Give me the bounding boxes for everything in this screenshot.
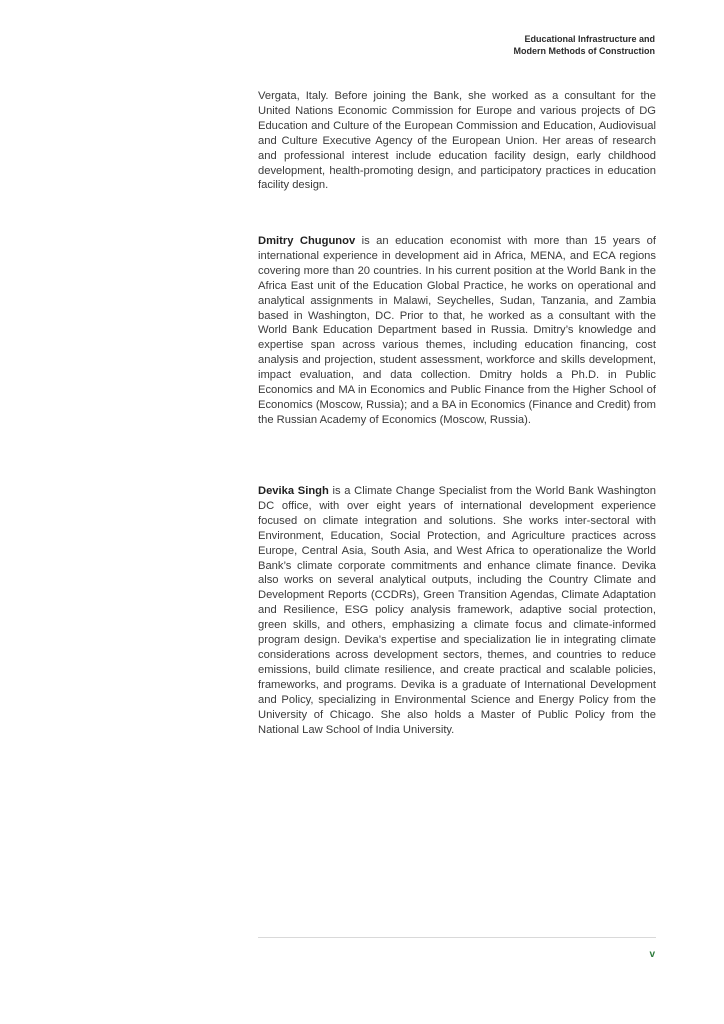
page-number: v bbox=[649, 949, 655, 960]
bio-text: is an education economist with more than 15 years of international experience in development aid in Africa, MENA, and ECA regions covering more than 20 countries. In his current position at the World Bank in the Africa East unit of the Education Global Practice, he works on operational and analytical assignments in Malawi, Seychelles, Sudan, Tanzania, and Zambia based in Washington, DC. Prior to that, he worked as a consultant with the World Bank Education Department based in Russia. Dmitry’s knowledge and expertise span across various themes, including education financing, cost analysis and projection, student assessment, workforce and skills development, impact evaluation, and data collection. Dmitry holds a Ph.D. in Public Economics and MA in Economics and Public Finance from the Higher School of Economics (Moscow, Russia); and a BA in Economics (Finance and Credit) from the Russian Academy of Economics (Moscow, Russia). bbox=[258, 235, 657, 426]
bio-text: is a Climate Change Specialist from the World Bank Washington DC office, with over eight years of international development experience focused on climate integration and solutions. She works inter-sectoral with Environment, Education, Social Protection, and Agriculture practices across Europe, Central Asia, South Asia, and West Africa to operationalize the World Bank’s climate corporate commitments and enhance climate finance. Devika also works on several analytical outputs, including the Country Climate and Development Reports (CCDRs), Green Transition Agendas, Climate Adaptation and Resilience, ESG policy analysis framework, adaptive social protection, green skills, and others, emphasizing a climate focus and climate-informed program design. Devika’s expertise and specialization lie in integrating climate considerations across development sectors, themes, and countries to reduce emissions, build climate resilience, and create practical and scalable policies, frameworks, and programs. Devika is a graduate of International Development and Policy, specializing in Environmental Science and Energy Policy from the University of Chicago. She also holds a Master of Public Policy from the National Law School of India University. bbox=[258, 485, 656, 736]
bio-name: Devika Singh bbox=[258, 485, 329, 497]
bio-paragraph-continued bbox=[258, 89, 656, 193]
bio-paragraph-devika-singh bbox=[258, 484, 656, 737]
bio-paragraph-dmitry-chugunov bbox=[258, 234, 656, 428]
footer-divider bbox=[258, 937, 656, 938]
running-header bbox=[514, 33, 656, 57]
running-header-line-2: Modern Methods of Construction bbox=[513, 46, 655, 56]
bio-text: Vergata, Italy. Before joining the Bank, she worked as a consultant for the United Nations Economic Commission for Europe and various projects of DG Education and Culture of the European Commission and Education, Audiovisual and Culture Executive Agency of the European Union. Her areas of research and professional interest include education facility design, early childhood development, health-promoting design, and participatory practices in education facility design. bbox=[258, 90, 656, 192]
bio-name: Dmitry Chugunov bbox=[258, 235, 356, 247]
running-header-line-1: Educational Infrastructure and bbox=[524, 34, 655, 44]
